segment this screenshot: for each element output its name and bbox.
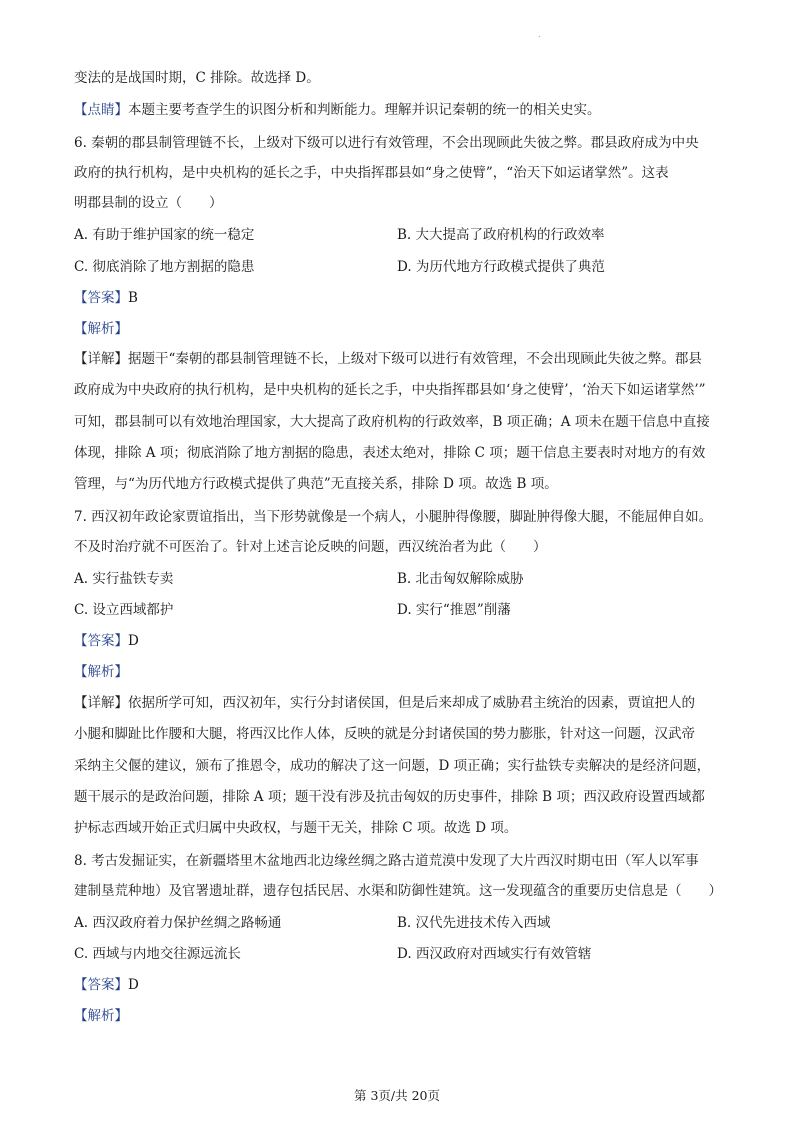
q8-stem-line-1: 8. 考古发掘证实，在新疆塔里木盆地西北边缘丝绸之路古道荒漠中发现了大片西汉时期屯田（军人以军事 — [74, 853, 699, 869]
q6-detail-text-1: 据题干“秦朝的郡县制管理链不长，上级对下级可以进行有效管理，不会出现顾此失彼之弊。郡县 — [128, 351, 702, 367]
q8-answer — [74, 976, 139, 994]
q7-detail-tag: 【详解】 — [74, 695, 128, 711]
q6-option-d: D. 为历代地方行政模式提供了典范 — [397, 259, 605, 275]
q6-detail-line-3: 可知，郡县制可以有效地治理国家，大大提高了政府机构的行政效率，B 项正确；A 项未在题干信息中直接 — [74, 414, 710, 430]
q6-detail-line-4: 体现，排除 A 项；彻底消除了地方割据的隐患，表述太绝对，排除 C 项；题干信息主要表时对地方的有效 — [74, 445, 706, 461]
q7-detail-line-2: 小腿和脚趾比作腰和大腿，将西汉比作人体，反映的就是分封诸侯国的势力膨胀，针对这一问题，汉武帝 — [74, 726, 695, 742]
q7-answer — [74, 632, 139, 650]
q8-option-b: B. 汉代先进技术传入西域 — [397, 915, 551, 931]
q7-option-c: C. 设立西域都护 — [74, 602, 174, 618]
q6-stem-line-2: 政府的执行机构，是中央机构的延长之手，中央指挥郡县如“身之使臂”，“治天下如运诸掌然”。这表 — [74, 165, 669, 181]
q6-answer — [74, 289, 138, 307]
q6-stem-line-3: 明郡县制的设立（ ） — [74, 195, 223, 211]
q8-answer-tag: 【答案】 — [74, 977, 128, 993]
q8-option-d: D. 西汉政府对西域实行有效管辖 — [397, 946, 592, 962]
q8-analysis-tag: 【解析】 — [74, 1008, 128, 1024]
q6-option-b: B. 大大提高了政府机构的行政效率 — [397, 227, 605, 243]
header-mark: . — [538, 30, 541, 39]
q6-analysis-tag: 【解析】 — [74, 321, 128, 337]
q7-detail-text-1: 依据所学可知，西汉初年，实行分封诸侯国，但是后来却成了威胁君主统治的因素，贾谊把人的 — [128, 695, 695, 711]
q6-answer-tag: 【答案】 — [74, 290, 128, 306]
q7-stem-line-2: 不及时治疗就不可医治了。针对上述言论反映的问题，西汉统治者为此（ ） — [74, 539, 547, 555]
q8-stem-line-2: 建制垦荒种地）及官署遗址群，遗存包括民居、水渠和防御性建筑。这一发现蕴含的重要历史信息是（ ） — [74, 883, 722, 899]
q7-option-b: B. 北击匈奴解除威胁 — [397, 571, 524, 587]
note-line — [74, 101, 601, 119]
q6-detail-line-1 — [74, 350, 702, 368]
q6-stem-line-1: 6. 秦朝的郡县制管理链不长，上级对下级可以进行有效管理，不会出现顾此失彼之弊。郡县政府成为中央 — [74, 135, 699, 151]
q7-answer-value: D — [128, 633, 139, 649]
q7-detail-line-3: 采纳主父偃的建议，颁布了推恩令，成功的解决了这一问题，D 项正确；实行盐铁专卖解决的是经济问题， — [74, 758, 711, 774]
q7-option-d: D. 实行“推恩”削藩 — [397, 602, 511, 618]
q7-detail-line-1 — [74, 694, 695, 712]
q7-detail-line-4: 题干展示的是政治问题，排除 A 项；题干没有涉及抗击匈奴的历史事件，排除 B 项；西汉政府设置西域都 — [74, 789, 705, 805]
q6-answer-value: B — [128, 290, 138, 306]
q6-option-c: C. 彻底消除了地方割据的隐患 — [74, 259, 255, 275]
q6-detail-line-5: 管理，与“为历代地方行政模式提供了典范”无直接关系，排除 D 项。故选 B 项。 — [74, 476, 558, 492]
q8-answer-value: D — [128, 977, 139, 993]
note-tag: 【点睛】 — [74, 102, 128, 118]
q8-option-c: C. 西域与内地交往源远流长 — [74, 946, 241, 962]
q6-detail-tag: 【详解】 — [74, 351, 128, 367]
q8-option-a: A. 西汉政府着力保护丝绸之路畅通 — [74, 915, 282, 931]
q7-stem-line-1: 7. 西汉初年政论家贾谊指出，当下形势就像是一个病人，小腿肿得像腰，脚趾肿得像大腿，不能屈伸自如。 — [74, 509, 713, 525]
note-text: 本题主要考查学生的识图分析和判断能力。理解并识记秦朝的统一的相关史实。 — [128, 102, 601, 118]
q7-option-a: A. 实行盐铁专卖 — [74, 571, 174, 587]
q6-option-a: A. 有助于维护国家的统一稳定 — [74, 227, 255, 243]
q7-analysis-tag: 【解析】 — [74, 664, 128, 680]
intro-line: 变法的是战国时期，C 排除。故选择 D。 — [74, 70, 320, 86]
q7-answer-tag: 【答案】 — [74, 633, 128, 649]
q7-detail-line-5: 护标志西域开始正式归属中央政权，与题干无关，排除 C 项。故选 D 项。 — [74, 820, 518, 836]
page-number: 第 3页/共 20页 — [353, 1088, 441, 1103]
q6-detail-line-2: 政府成为中央政府的执行机构，是中央机构的延长之手，中央指挥郡县如‘身之使臂’，‘治天下如运诸掌然’” — [74, 382, 706, 398]
